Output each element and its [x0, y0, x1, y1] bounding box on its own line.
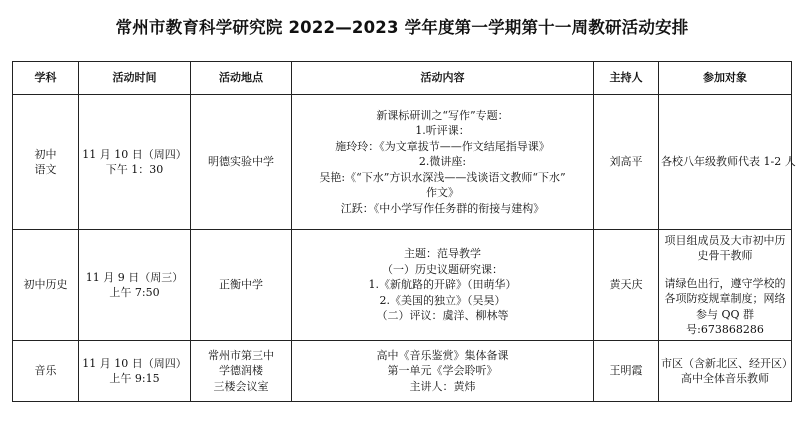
cell-participants	[659, 341, 792, 402]
location-line: 学德润楼	[219, 364, 263, 378]
subject-line: 初中历史	[23, 278, 68, 292]
content-line: （二）评议：虞洋、柳林等	[376, 309, 509, 323]
participants-line: 市区（含新北区、经开区）	[661, 356, 793, 370]
participants-note: 请绿色出行，遵守学校的各项防疫规章制度；网络参与 QQ 群号:673868286	[664, 276, 786, 336]
cell-content	[292, 95, 594, 230]
cell-subject	[13, 341, 79, 402]
content-line: （一）历史议题研究课：	[382, 262, 503, 276]
content-line: 吴艳:《“下水”方识水深浅——浅谈语文教师“下水”	[319, 170, 566, 184]
content-line: 江跃：《中小学写作任务群的衔接与建构》	[340, 201, 545, 215]
content-line: 主讲人：黄炜	[409, 379, 476, 393]
location-line: 正衡中学	[219, 278, 263, 292]
time-hour: 下午 1：30	[105, 163, 164, 176]
subject-line: 初中	[34, 147, 57, 161]
cell-host: 黄天庆	[594, 230, 659, 341]
cell-content	[292, 230, 594, 341]
content-line: 施玲玲：《为文章拔节——作文结尾指导课》	[335, 139, 550, 153]
participants-line: 各校八年级教师代表 1-2 人	[661, 155, 796, 169]
time-date: 11 月 9 日（周三）	[85, 270, 184, 284]
header-subject: 学科	[13, 62, 79, 95]
cell-location	[191, 230, 292, 341]
page-title: 常州市教育科学研究院 2022—2023 学年度第一学期第十一周教研活动安排	[115, 18, 689, 37]
participants-line: 项目组成员及大市初中历史骨干教师	[664, 233, 786, 262]
cell-time	[79, 95, 191, 230]
cell-content	[292, 341, 594, 402]
time-date: 11 月 10 日（周四）	[82, 356, 187, 370]
content-line: 2.微讲座:	[418, 155, 467, 169]
table-row	[13, 230, 792, 341]
cell-participants	[659, 230, 792, 341]
table-row	[13, 341, 792, 402]
cell-subject	[13, 95, 79, 230]
participants-spacer	[661, 264, 789, 276]
cell-subject	[13, 230, 79, 341]
header-time: 活动时间	[79, 62, 191, 95]
header-content: 活动内容	[292, 62, 594, 95]
time-date: 11 月 10 日（周四）	[82, 147, 187, 161]
table-header-row	[13, 62, 792, 95]
cell-location	[191, 95, 292, 230]
participants-line: 高中全体音乐教师	[681, 372, 769, 385]
cell-participants	[659, 95, 796, 230]
cell-location	[191, 341, 292, 402]
content-line: 高中《音乐鉴赏》集体备课	[376, 348, 509, 362]
cell-time	[79, 341, 191, 402]
table-row	[13, 95, 792, 230]
cell-time	[79, 230, 191, 341]
time-hour: 上午 7:50	[109, 286, 160, 299]
content-line: 1.《新航路的开辟》（田萌华）	[368, 278, 517, 292]
content-line: 作文》	[426, 186, 459, 200]
subject-line: 音乐	[34, 364, 57, 378]
time-hour: 上午 9:15	[109, 372, 160, 385]
header-participants: 参加对象	[659, 62, 792, 95]
cell-host: 刘高平	[594, 95, 659, 230]
header-host: 主持人	[594, 62, 659, 95]
content-line: 1.听评课：	[415, 124, 470, 138]
content-line: 新课标研训之“写作”专题：	[376, 108, 509, 122]
content-line: 2.《美国的独立》（吴昊）	[379, 293, 506, 307]
location-line: 三楼会议室	[213, 379, 269, 393]
location-line: 常州市第三中	[208, 348, 274, 362]
content-line: 第一单元《学会聆听》	[387, 364, 498, 378]
content-line: 主题：范导教学	[404, 247, 481, 261]
header-location: 活动地点	[191, 62, 292, 95]
cell-host: 王明霞	[594, 341, 659, 402]
schedule-table	[12, 61, 796, 402]
subject-line: 语文	[34, 163, 57, 176]
location-line: 明德实验中学	[208, 155, 274, 169]
